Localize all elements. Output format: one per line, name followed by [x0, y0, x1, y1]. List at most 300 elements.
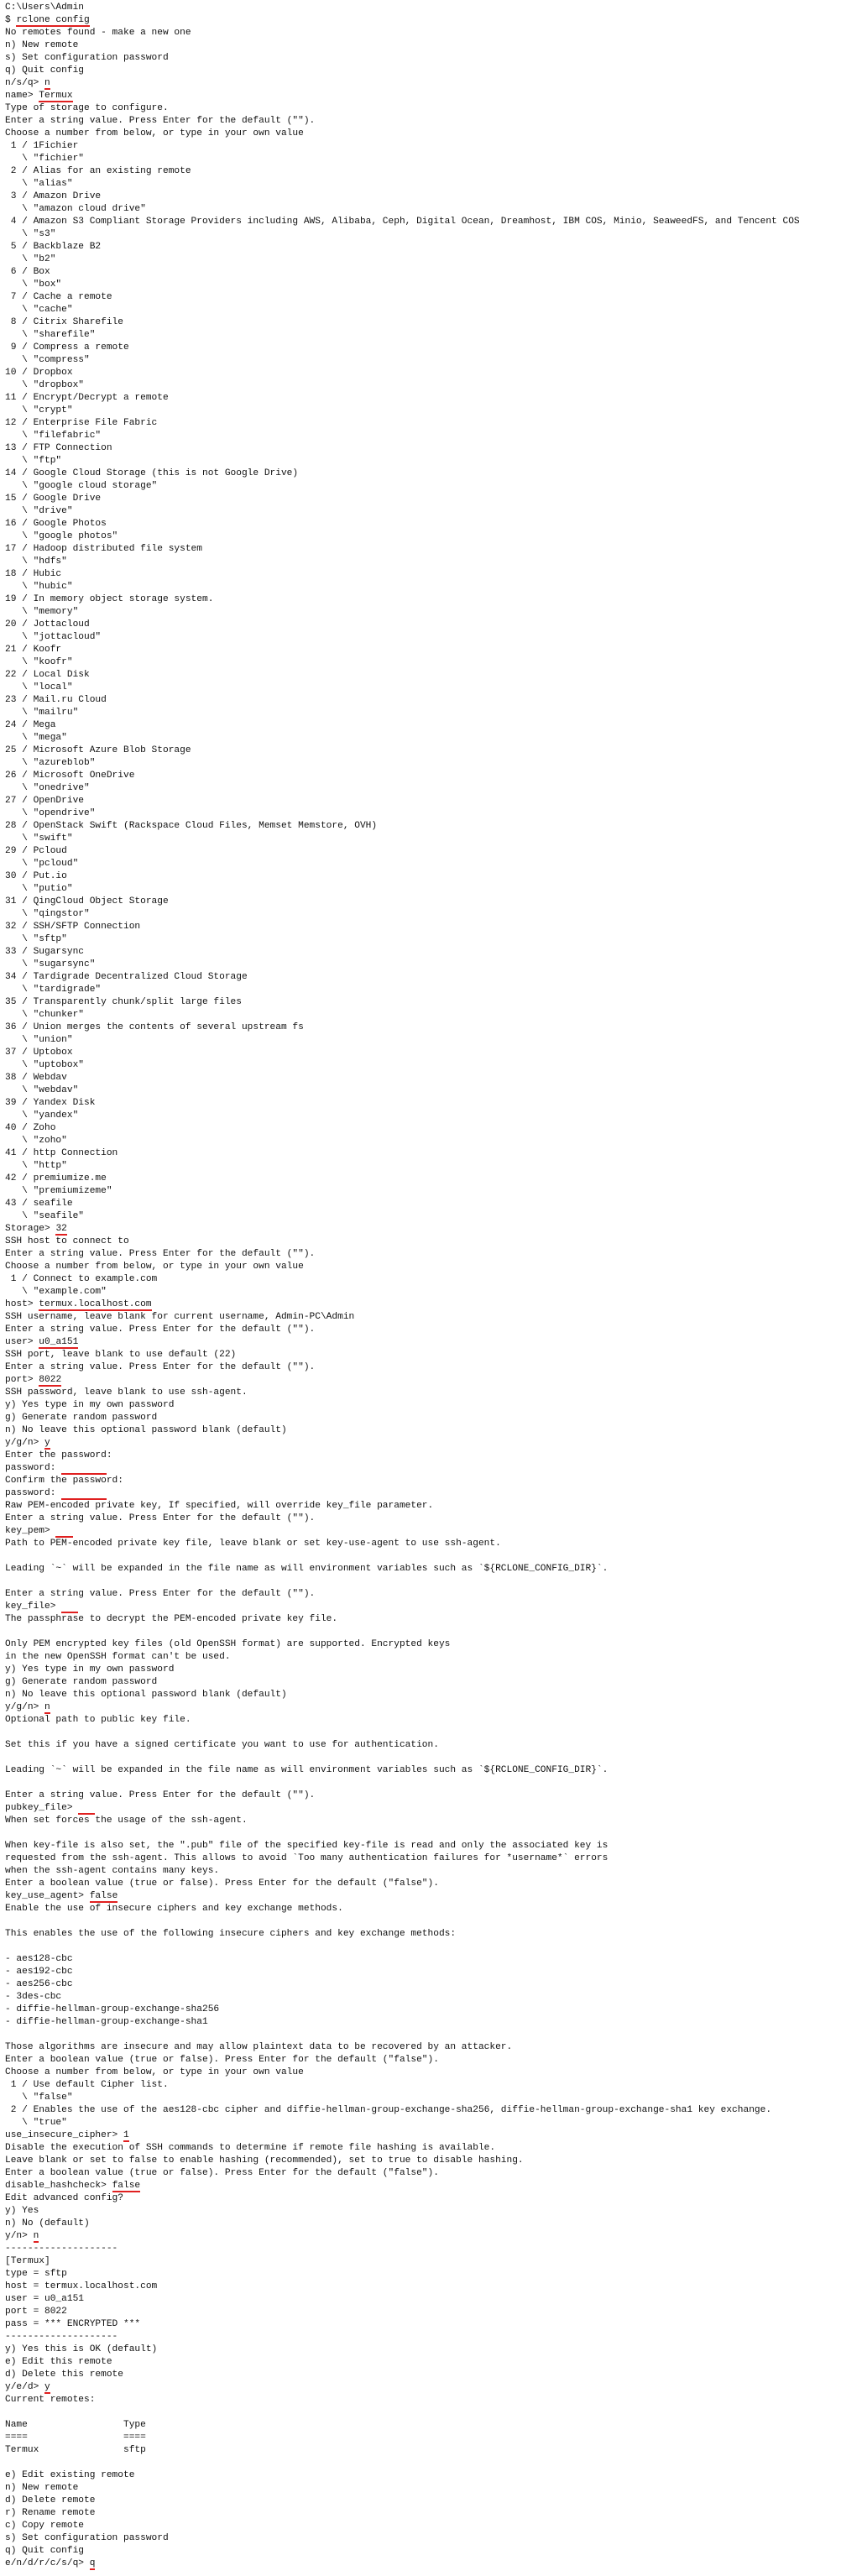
terminal-line: [5, 2268, 841, 2281]
terminal-line: [5, 165, 841, 178]
terminal-line: [5, 367, 841, 379]
terminal-line: [5, 2381, 841, 2394]
terminal-line: [5, 2507, 841, 2520]
terminal-line: [5, 1298, 841, 1311]
terminal-text: \ "sharefile": [5, 330, 96, 340]
terminal-line: [5, 1387, 841, 1399]
terminal-text: 27 / OpenDrive: [5, 796, 84, 806]
terminal-line: [5, 530, 841, 543]
terminal-text: 26 / Microsoft OneDrive: [5, 771, 135, 781]
terminal-text: 16 / Google Photos: [5, 519, 107, 529]
terminal-line: [5, 1097, 841, 1110]
terminal-line: [5, 921, 841, 933]
terminal-text: \ "amazon cloud drive": [5, 204, 146, 214]
terminal-line: [5, 468, 841, 480]
terminal-line: [5, 581, 841, 593]
terminal-text: 4 / Amazon S3 Compliant Storage Providers including AWS, Alibaba, Ceph, Digital Ocean, Dreamhost, IBM COS, Minio, SeaweedFS, and Tencent COS: [5, 217, 800, 227]
terminal-line: [5, 1601, 841, 1613]
terminal-line: [5, 1525, 841, 1538]
terminal-line: [5, 631, 841, 644]
terminal-text: host>: [5, 1299, 39, 1309]
terminal-text: n) New remote: [5, 2483, 79, 2493]
terminal-text: \ "mailru": [5, 708, 79, 718]
user-input: Termux: [39, 91, 73, 101]
terminal-text: 42 / premiumize.me: [5, 1173, 107, 1183]
terminal-line: [5, 2029, 841, 2041]
terminal-line: [5, 203, 841, 216]
terminal-text: \ "alias": [5, 179, 73, 189]
terminal-text: - 3des-cbc: [5, 1992, 62, 2002]
terminal-line: [5, 1550, 841, 1563]
terminal-line: [5, 1487, 841, 1500]
terminal-line: [5, 606, 841, 619]
terminal-line: [5, 1236, 841, 1248]
terminal-text: y) Yes type in my own password: [5, 1400, 175, 1410]
terminal-text: Set this if you have a signed certificate you want to use for authentication.: [5, 1740, 439, 1750]
terminal-text: Enter a boolean value (true or false). Press Enter for the default ("false").: [5, 2168, 439, 2178]
terminal-text: key_pem>: [5, 1526, 56, 1536]
terminal-text: 5 / Backblaze B2: [5, 242, 102, 252]
terminal-line: [5, 2205, 841, 2218]
terminal-text: y/g/n>: [5, 1702, 44, 1712]
user-input: 32: [55, 1224, 67, 1234]
terminal-text: \ "drive": [5, 506, 73, 516]
terminal-line: [5, 455, 841, 468]
terminal-text: key_use_agent>: [5, 1891, 90, 1901]
terminal-text: user = u0_a151: [5, 2294, 84, 2304]
terminal-text: Choose a number from below, or type in your own value: [5, 1262, 304, 1272]
terminal-text: requested from the ssh-agent. This allows to avoid `Too many authentication failures for *username*` errors: [5, 1853, 609, 1863]
terminal-text: y) Yes this is OK (default): [5, 2344, 158, 2354]
terminal-line: [5, 1424, 841, 1437]
terminal-text: Name Type: [5, 2420, 146, 2430]
terminal-text: When key-file is also set, the ".pub" file of the specified key-file is read and only the associated key is: [5, 1841, 609, 1851]
terminal-line: [5, 1903, 841, 1915]
terminal-line: [5, 442, 841, 455]
user-input: rclone config: [16, 15, 90, 25]
terminal-line: [5, 493, 841, 505]
terminal-text: y/n>: [5, 2231, 34, 2241]
terminal-text: 35 / Transparently chunk/split large files: [5, 997, 242, 1007]
terminal-text: - diffie-hellman-group-exchange-sha256: [5, 2004, 220, 2014]
terminal-text: in the new OpenSSH format can't be used.: [5, 1652, 231, 1662]
terminal-text: \ "yandex": [5, 1110, 79, 1121]
user-input: y: [44, 1438, 50, 1448]
terminal-text: 1 / Use default Cipher list.: [5, 2080, 169, 2090]
terminal-line: [5, 1852, 841, 1865]
terminal-text: s) Set configuration password: [5, 53, 169, 63]
terminal-line: [5, 1802, 841, 1815]
terminal-text: \ "jottacloud": [5, 632, 102, 642]
terminal-line: [5, 833, 841, 845]
terminal-text: r) Rename remote: [5, 2508, 96, 2518]
terminal-line: [5, 2469, 841, 2482]
terminal-text: Enter a boolean value (true or false). Press Enter for the default ("false").: [5, 2055, 439, 2065]
terminal-text: c) Copy remote: [5, 2521, 84, 2531]
terminal-text: When set forces the usage of the ssh-agent.: [5, 1816, 248, 1826]
terminal-line: [5, 820, 841, 833]
terminal-line: [5, 178, 841, 191]
terminal-text: \ "box": [5, 280, 62, 290]
user-input: u0_a151: [39, 1337, 79, 1347]
terminal-text: This enables the use of the following insecure ciphers and key exchange methods:: [5, 1929, 457, 1939]
terminal-line: [5, 1764, 841, 1777]
terminal-text: Termux sftp: [5, 2445, 146, 2455]
terminal-line: [5, 1110, 841, 1122]
terminal-line: [5, 568, 841, 581]
terminal-line: [5, 719, 841, 732]
terminal-text: y/e/d>: [5, 2382, 44, 2392]
terminal-line: [5, 870, 841, 883]
terminal-text: 25 / Microsoft Azure Blob Storage: [5, 745, 191, 755]
user-input: n: [44, 78, 50, 88]
terminal-line: [5, 2520, 841, 2532]
terminal-text: e) Edit existing remote: [5, 2470, 135, 2480]
terminal-text: n) New remote: [5, 40, 79, 50]
terminal-line: [5, 2545, 841, 2558]
user-input: 8022: [39, 1375, 62, 1385]
terminal-line: [5, 291, 841, 304]
terminal-line: [5, 619, 841, 631]
terminal-text: --------------------: [5, 2244, 118, 2254]
terminal-text: password:: [5, 1488, 62, 1498]
terminal-text: 38 / Webdav: [5, 1073, 67, 1083]
terminal-text: 3 / Amazon Drive: [5, 191, 102, 201]
terminal-line: [5, 2281, 841, 2293]
terminal-line: [5, 908, 841, 921]
terminal-text: \ "s3": [5, 229, 56, 239]
user-input: y: [44, 2382, 50, 2392]
terminal-line: [5, 1147, 841, 1160]
terminal-text: \ "tardigrade": [5, 985, 102, 995]
terminal-line: [5, 1588, 841, 1601]
terminal-line: [5, 329, 841, 342]
terminal-line: [5, 959, 841, 971]
terminal-line: [5, 342, 841, 354]
terminal-line: [5, 140, 841, 153]
terminal-line: [5, 1374, 841, 1387]
terminal-line: [5, 1689, 841, 1701]
terminal-line: [5, 2306, 841, 2318]
terminal-text: port = 8022: [5, 2307, 67, 2317]
terminal-text: Enter the password:: [5, 1450, 112, 1460]
terminal-line: [5, 480, 841, 493]
terminal-line: [5, 2356, 841, 2369]
terminal-line: [5, 1978, 841, 1991]
terminal-line: [5, 1953, 841, 1966]
terminal-text: 29 / Pcloud: [5, 846, 67, 856]
terminal-line: [5, 795, 841, 807]
terminal-text: - aes192-cbc: [5, 1967, 73, 1977]
terminal-text: d) Delete this remote: [5, 2370, 123, 2380]
terminal-text: Only PEM encrypted key files (old OpenSSH format) are supported. Encrypted keys: [5, 1639, 451, 1649]
terminal-line: [5, 2532, 841, 2545]
terminal-line: [5, 1475, 841, 1487]
terminal-line: [5, 2092, 841, 2104]
terminal-line: [5, 1890, 841, 1903]
terminal-line: [5, 2004, 841, 2016]
terminal-line: [5, 682, 841, 694]
terminal-line: [5, 153, 841, 165]
terminal-line: [5, 1336, 841, 1349]
terminal-line: [5, 1991, 841, 2004]
terminal-line: [5, 1072, 841, 1084]
terminal-line: [5, 1223, 841, 1236]
terminal-line: [5, 1752, 841, 1764]
terminal-line: [5, 52, 841, 65]
terminal-text: 18 / Hubic: [5, 569, 62, 579]
terminal-text: The passphrase to decrypt the PEM-encoded private key file.: [5, 1614, 338, 1624]
terminal-line: [5, 1827, 841, 1840]
terminal-text: 7 / Cache a remote: [5, 292, 112, 302]
terminal-line: [5, 1739, 841, 1752]
terminal-line: [5, 2016, 841, 2029]
terminal-line: [5, 1790, 841, 1802]
terminal-line: [5, 1462, 841, 1475]
terminal-text: SSH username, leave blank for current username, Admin-PC\Admin: [5, 1312, 355, 1322]
terminal-line: [5, 694, 841, 707]
user-input: [61, 1463, 107, 1475]
terminal-line: [5, 669, 841, 682]
terminal-line: [5, 593, 841, 606]
terminal-line: [5, 2167, 841, 2180]
terminal-line: [5, 1500, 841, 1513]
terminal-line: [5, 2104, 841, 2117]
terminal-text: Storage>: [5, 1224, 56, 1234]
terminal-text: 28 / OpenStack Swift (Rackspace Cloud Files, Memset Memstore, OVH): [5, 821, 378, 831]
terminal-line: [5, 1941, 841, 1953]
terminal-text: \ "hdfs": [5, 556, 67, 567]
terminal-line: [5, 1210, 841, 1223]
terminal-line: [5, 1651, 841, 1664]
terminal-line: [5, 1034, 841, 1047]
terminal-line: [5, 430, 841, 442]
terminal-text: \ "filefabric": [5, 431, 102, 441]
terminal-line: [5, 2444, 841, 2457]
terminal-line: [5, 1714, 841, 1727]
terminal-text: \ "dropbox": [5, 380, 84, 390]
terminal-text: 1 / 1Fichier: [5, 141, 79, 151]
terminal-line: [5, 1412, 841, 1424]
terminal-text: n/s/q>: [5, 78, 44, 88]
terminal-line: [5, 14, 841, 27]
terminal-text: Leading `~` will be expanded in the file name as will environment variables such as `${RCLONE_CONFIG_DIR}`.: [5, 1564, 609, 1574]
terminal-text: 36 / Union merges the contents of several upstream fs: [5, 1022, 304, 1032]
terminal-line: [5, 770, 841, 782]
terminal-line: [5, 1928, 841, 1941]
terminal-line: [5, 115, 841, 128]
terminal-text: 40 / Zoho: [5, 1123, 56, 1133]
terminal-text: 22 / Local Disk: [5, 670, 90, 680]
terminal-text: y) Yes: [5, 2206, 39, 2216]
terminal-line: [5, 253, 841, 266]
terminal-line: [5, 1047, 841, 1059]
terminal-line: [5, 2343, 841, 2356]
terminal-text: \ "uptobox": [5, 1060, 84, 1070]
terminal-line: [5, 984, 841, 996]
user-input: [61, 1488, 107, 1500]
terminal-text: 43 / seafile: [5, 1199, 73, 1209]
terminal-line: [5, 2067, 841, 2079]
terminal-line: [5, 1084, 841, 1097]
terminal-text: \ "memory": [5, 607, 79, 617]
terminal-line: [5, 1261, 841, 1273]
terminal-text: 9 / Compress a remote: [5, 342, 129, 353]
terminal-text: \ "putio": [5, 884, 73, 894]
terminal-text: \ "sftp": [5, 934, 67, 944]
terminal-text: y/g/n>: [5, 1438, 44, 1448]
terminal-text: disable_hashcheck>: [5, 2181, 112, 2191]
terminal-line: [5, 1777, 841, 1790]
terminal-line: [5, 2255, 841, 2268]
terminal-line: [5, 2180, 841, 2192]
user-input: [61, 1602, 78, 1613]
terminal-text: \ "opendrive": [5, 808, 96, 818]
terminal-line: [5, 228, 841, 241]
terminal-text: Enter a string value. Press Enter for the default ("").: [5, 1249, 316, 1259]
terminal-text: Edit advanced config?: [5, 2193, 123, 2203]
terminal-line: [5, 304, 841, 316]
terminal-line: [5, 1349, 841, 1361]
terminal-text: - diffie-hellman-group-exchange-sha1: [5, 2017, 208, 2027]
terminal-text: \ "google cloud storage": [5, 481, 158, 491]
terminal-line: [5, 1664, 841, 1676]
terminal-text: 17 / Hadoop distributed file system: [5, 544, 202, 554]
terminal-line: [5, 2318, 841, 2331]
terminal-text: 31 / QingCloud Object Storage: [5, 896, 169, 907]
terminal-text: \ "swift": [5, 833, 73, 844]
terminal-line: [5, 2129, 841, 2142]
terminal-line: [5, 1966, 841, 1978]
terminal-text: \ "sugarsync": [5, 959, 96, 969]
user-input: [78, 1803, 95, 1815]
terminal-text: Enable the use of insecure ciphers and key exchange methods.: [5, 1904, 343, 1914]
terminal-line: [5, 2155, 841, 2167]
terminal-text: 21 / Koofr: [5, 645, 62, 655]
terminal-line: [5, 1122, 841, 1135]
terminal-line: [5, 65, 841, 77]
user-input: n: [44, 1702, 50, 1712]
user-input: [55, 1526, 72, 1538]
terminal-text: \ "fichier": [5, 154, 84, 164]
terminal-text: 12 / Enterprise File Fabric: [5, 418, 158, 428]
terminal-line: [5, 354, 841, 367]
terminal-line: [5, 1273, 841, 1286]
terminal-text: Leading `~` will be expanded in the file name as will environment variables such as `${RCLONE_CONFIG_DIR}`.: [5, 1765, 609, 1775]
terminal-text: 39 / Yandex Disk: [5, 1098, 96, 1108]
terminal-line: [5, 556, 841, 568]
terminal-text: 41 / http Connection: [5, 1148, 118, 1158]
terminal-text: \ "onedrive": [5, 783, 90, 793]
terminal-line: [5, 379, 841, 392]
terminal-text: \ "compress": [5, 355, 90, 365]
terminal-text: \ "seafile": [5, 1211, 84, 1221]
terminal-line: [5, 1198, 841, 1210]
terminal-text: user>: [5, 1337, 39, 1347]
terminal-line: [5, 1248, 841, 1261]
terminal-text: g) Generate random password: [5, 1677, 158, 1687]
terminal-text: [Termux]: [5, 2256, 50, 2266]
terminal-line: [5, 2192, 841, 2205]
terminal-text: 14 / Google Cloud Storage (this is not Google Drive): [5, 468, 299, 478]
terminal-line: [5, 316, 841, 329]
terminal-text: 30 / Put.io: [5, 871, 67, 881]
terminal-text: \ "local": [5, 682, 73, 692]
terminal-text: - aes128-cbc: [5, 1954, 73, 1964]
terminal-text: --------------------: [5, 2332, 118, 2342]
terminal-line: [5, 1009, 841, 1022]
terminal-text: 37 / Uptobox: [5, 1048, 73, 1058]
terminal-line: [5, 1135, 841, 1147]
user-input: false: [89, 1891, 118, 1901]
terminal-line: [5, 782, 841, 795]
terminal-text: \ "false": [5, 2093, 73, 2103]
terminal-line: [5, 1563, 841, 1575]
terminal-line: [5, 845, 841, 858]
terminal-text: n) No leave this optional password blank (default): [5, 1425, 287, 1435]
terminal-line: [5, 933, 841, 946]
terminal-line: [5, 1575, 841, 1588]
terminal-text: 11 / Encrypt/Decrypt a remote: [5, 393, 169, 403]
terminal-text: \ "example.com": [5, 1287, 107, 1297]
terminal-line: [5, 883, 841, 896]
terminal-text: Enter a string value. Press Enter for the default ("").: [5, 1589, 316, 1599]
terminal-text: \ "azureblob": [5, 758, 96, 768]
terminal-text: 34 / Tardigrade Decentralized Cloud Storage: [5, 972, 248, 982]
terminal-line: [5, 2218, 841, 2230]
terminal-text: Confirm the password:: [5, 1476, 123, 1486]
terminal-line: [5, 946, 841, 959]
terminal-line: [5, 1638, 841, 1651]
terminal-line: [5, 1450, 841, 1462]
terminal-text: C:\Users\Admin: [5, 3, 84, 13]
terminal-text: 19 / In memory object storage system.: [5, 594, 214, 604]
terminal-text: 13 / FTP Connection: [5, 443, 112, 453]
terminal-text: Current remotes:: [5, 2395, 96, 2405]
terminal-text: Optional path to public key file.: [5, 1715, 191, 1725]
terminal-text: \ "http": [5, 1161, 67, 1171]
terminal-text: host = termux.localhost.com: [5, 2281, 158, 2291]
terminal-line: [5, 1915, 841, 1928]
terminal-line: [5, 996, 841, 1009]
user-input: termux.localhost.com: [39, 1299, 152, 1309]
terminal-text: e/n/d/r/c/s/q>: [5, 2558, 90, 2568]
terminal-line: [5, 2, 841, 14]
terminal-line: [5, 1311, 841, 1324]
terminal-line: [5, 1676, 841, 1689]
terminal-text: Those algorithms are insecure and may allow plaintext data to be recovered by an attacker.: [5, 2042, 513, 2052]
terminal-line: [5, 2293, 841, 2306]
terminal-line: [5, 191, 841, 203]
terminal-text: Disable the execution of SSH commands to determine if remote file hashing is available.: [5, 2143, 496, 2153]
terminal-text: Enter a string value. Press Enter for the default ("").: [5, 1362, 316, 1372]
terminal-line: [5, 1437, 841, 1450]
terminal-text: n) No (default): [5, 2218, 90, 2229]
terminal-line: [5, 1022, 841, 1034]
terminal-text: d) Delete remote: [5, 2495, 96, 2505]
user-input: false: [112, 2181, 141, 2191]
terminal-line: [5, 707, 841, 719]
terminal-text: s) Set configuration password: [5, 2533, 169, 2543]
terminal-line: [5, 2041, 841, 2054]
terminal-text: Choose a number from below, or type in your own value: [5, 2067, 304, 2077]
terminal-line: [5, 2243, 841, 2255]
terminal-line: [5, 2117, 841, 2129]
terminal-line: [5, 1626, 841, 1638]
terminal-text: SSH port, leave blank to use default (22): [5, 1350, 237, 1360]
terminal-line: [5, 417, 841, 430]
terminal-text: \ "mega": [5, 733, 67, 743]
